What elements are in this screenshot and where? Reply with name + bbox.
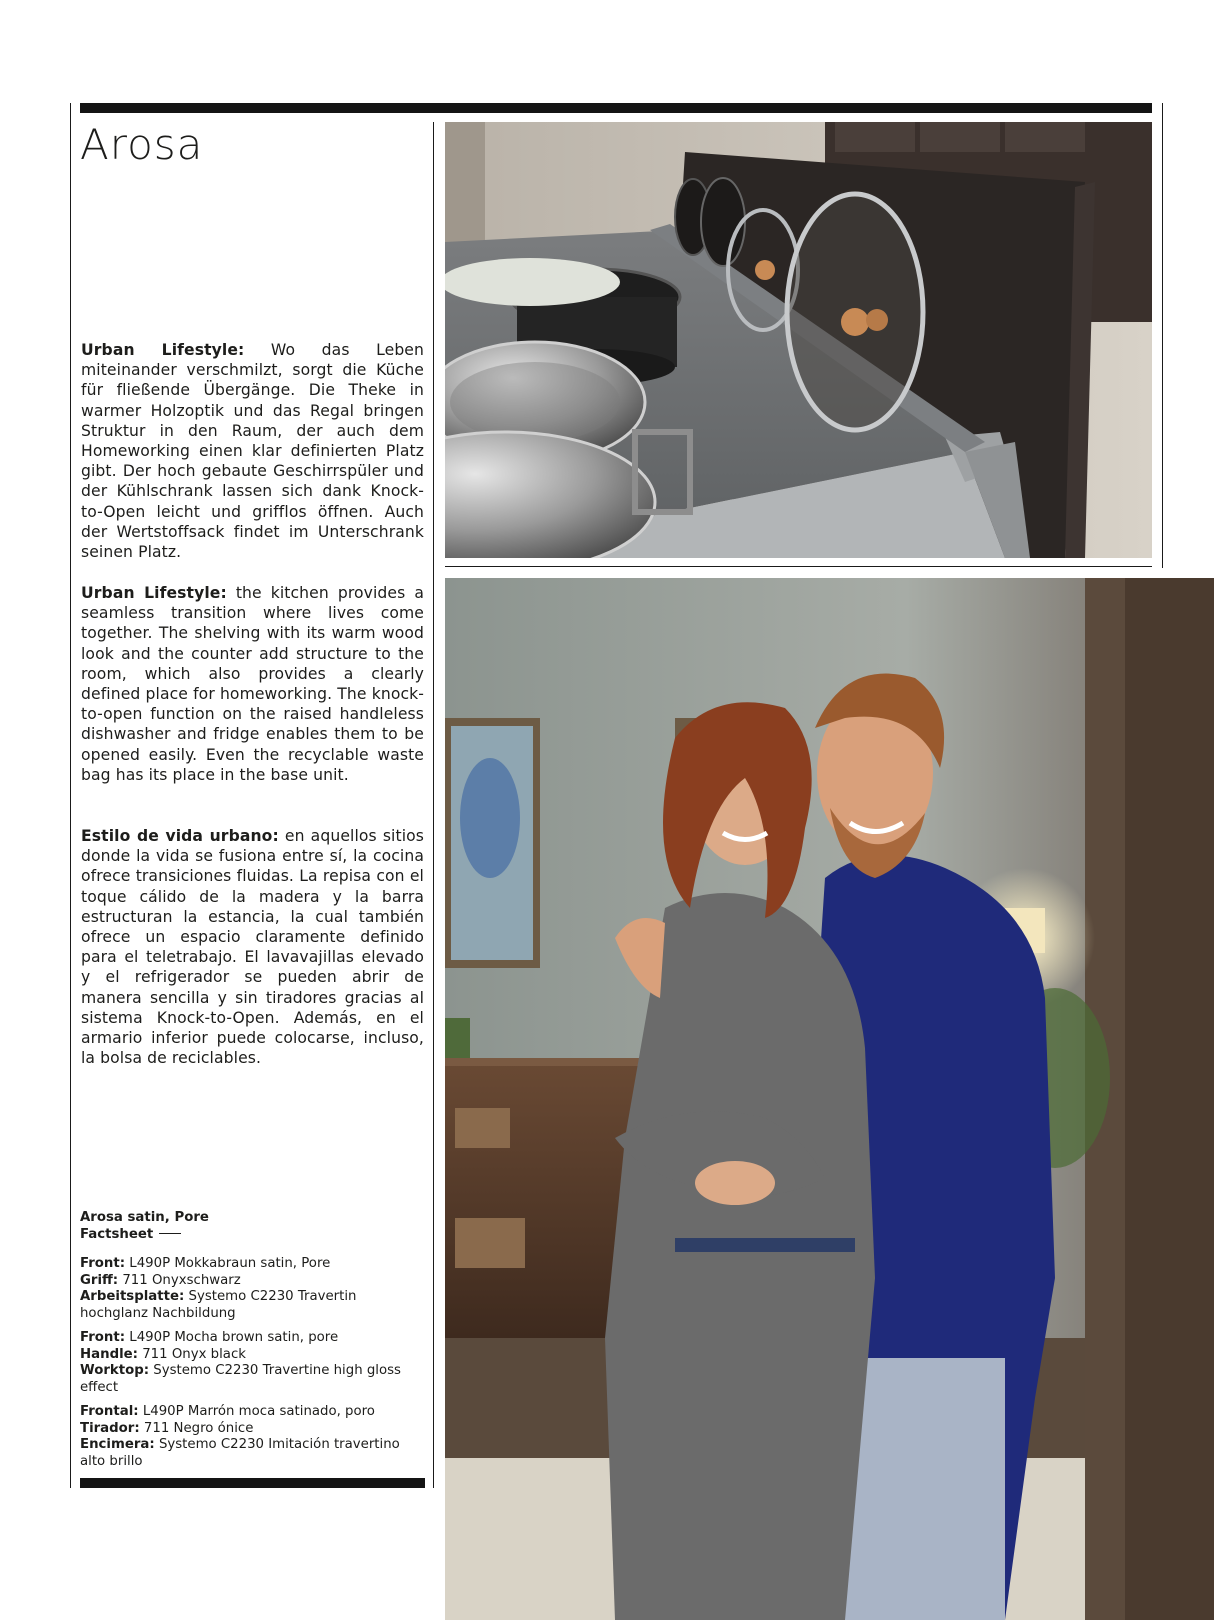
paragraph-body: en aquellos sitios donde la vida se fusiona entre sí, la cocina ofrece transiciones fluidas. La repisa con el toque cálido de la madera y la barra estructuran la estancia, la cual también ofrece un espacio claramente definido para el teletrabajo. El lavavajillas elevado y el refrigerador se pueden abrir de manera sencilla y sin tiradores gracias al sistema Knock-to-Open. Además, en el armario inferior puede colocarse, incluso, la bolsa de reciclables. — [81, 827, 424, 1068]
couple-photo — [445, 578, 1214, 1620]
spec-key: Worktop: — [80, 1363, 150, 1378]
page-title: Arosa — [80, 120, 204, 169]
spec-value: L490P Mokkabraun satin, Pore — [125, 1256, 331, 1271]
spec-key: Tirador: — [80, 1420, 140, 1436]
photo-separator-line — [445, 566, 1152, 567]
spec-key: Frontal: — [80, 1404, 139, 1419]
spec-value: Systemo C2230 Travertine high gloss effect — [80, 1363, 401, 1395]
spec-row — [80, 1421, 425, 1438]
top-rule — [80, 103, 1152, 113]
drawer-photo — [445, 122, 1152, 558]
spec-row — [80, 1289, 425, 1322]
left-frame-line — [70, 103, 71, 1488]
paragraph-body: Wo das Leben miteinander verschmilzt, sorgt die Küche für fließende Übergänge. Die Theke in warmer Holzoptik und das Regal bringen Struktur in den Raum, der auch dem Homeworking einen klar definierten Platz gibt. Der hoch gebaute Geschirrspüler und der Kühlschrank lassen sich dank Knock-to-Open leicht und grifflos öffnen. Auch der Wertstoffsack findet im Unterschrank seinen Platz. — [81, 341, 424, 562]
spec-value: Systemo C2230 Imitación travertino alto brillo — [80, 1437, 400, 1469]
paragraph-english — [81, 583, 424, 785]
spec-row — [80, 1363, 425, 1396]
spec-key: Arbeitsplatte: — [80, 1289, 185, 1304]
spec-row — [80, 1273, 425, 1290]
paragraph-body: the kitchen provides a seamless transition where lives come together. The shelving with its warm wood look and the counter add structure to the room, which also provides a clearly defined place for homeworking. The knock-to-open function on the raised handleless dishwasher and fridge enables them to be opened easily. Even the recyclable waste bag has its place in the base unit. — [81, 584, 424, 784]
spec-row — [80, 1330, 425, 1347]
spec-value: L490P Marrón moca satinado, poro — [138, 1404, 375, 1419]
spec-key: Griff: — [80, 1272, 119, 1288]
paragraph-spanish — [81, 826, 424, 1068]
column-divider-line — [433, 122, 434, 1488]
factsheet-label-row — [80, 1227, 425, 1244]
paragraph-lead: Urban Lifestyle: — [81, 341, 245, 359]
factsheet — [80, 1210, 425, 1470]
dash-icon — [159, 1233, 181, 1235]
spec-value: L490P Mocha brown satin, pore — [125, 1330, 339, 1345]
paragraph-german — [81, 340, 424, 562]
drawer-illustration — [445, 122, 1152, 558]
spec-row — [80, 1347, 425, 1364]
factsheet-group-german — [80, 1256, 425, 1322]
couple-illustration — [445, 578, 1214, 1620]
paragraph-lead: Urban Lifestyle: — [81, 584, 227, 602]
spec-row — [80, 1404, 425, 1421]
spec-key: Front: — [80, 1330, 126, 1345]
right-frame-line — [1162, 103, 1163, 568]
spec-key: Handle: — [80, 1346, 138, 1362]
factsheet-model: Arosa satin, Pore — [80, 1210, 209, 1225]
spec-value: 711 Onyx black — [137, 1346, 246, 1362]
factsheet-label: Factsheet — [80, 1226, 154, 1242]
spec-value: 711 Negro ónice — [139, 1420, 254, 1436]
spec-value: 711 Onyxschwarz — [118, 1272, 241, 1288]
factsheet-group-english — [80, 1330, 425, 1396]
spec-row — [80, 1437, 425, 1470]
factsheet-group-spanish — [80, 1404, 425, 1470]
spec-value: Systemo C2230 Travertin hochglanz Nachbildung — [80, 1289, 357, 1321]
spec-row — [80, 1256, 425, 1273]
bottom-rule — [80, 1478, 425, 1488]
paragraph-lead: Estilo de vida urbano: — [81, 827, 279, 845]
spec-key: Encimera: — [80, 1437, 155, 1452]
spec-key: Front: — [80, 1256, 126, 1271]
